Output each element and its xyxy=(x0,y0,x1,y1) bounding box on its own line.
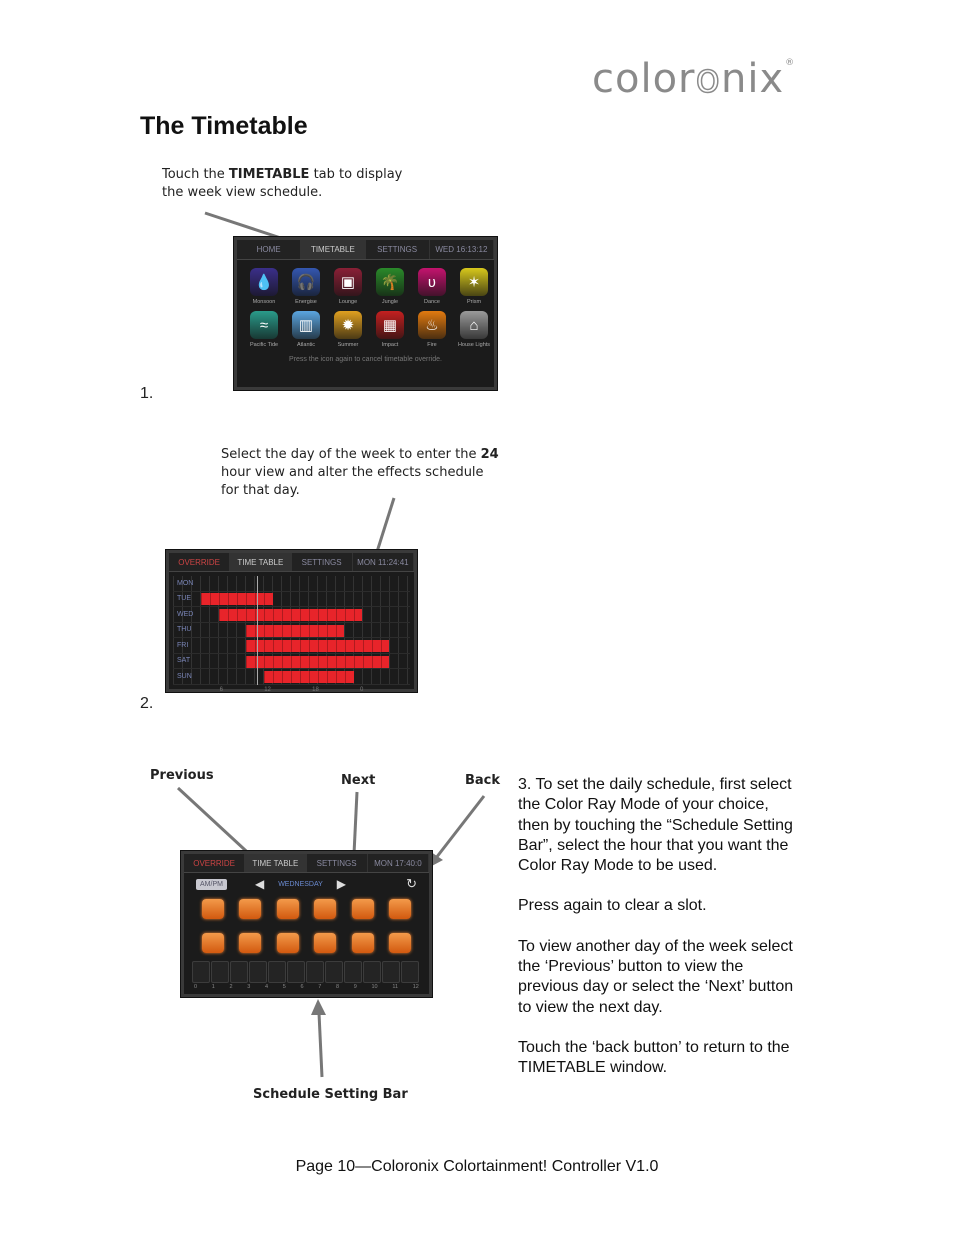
hour-label: 4 xyxy=(265,984,269,990)
day-row-wed[interactable]: WED xyxy=(173,607,410,623)
mode-item[interactable] xyxy=(411,268,453,305)
hour-slot[interactable] xyxy=(306,961,324,983)
mode-label: Jungle xyxy=(381,299,399,305)
tv-icon[interactable]: ▣ xyxy=(334,268,362,296)
mode-item[interactable] xyxy=(285,268,327,305)
axis-tick: 18 xyxy=(312,687,319,693)
mode-button[interactable] xyxy=(352,899,374,919)
hour-label: 3 xyxy=(247,984,251,990)
schedule-bar xyxy=(246,656,389,668)
schedule-bar xyxy=(246,640,389,652)
hour-label: 6 xyxy=(300,984,304,990)
flame-icon[interactable]: ♨ xyxy=(418,311,446,339)
page-footer: Page 10—Coloronix Colortainment! Controller V1.0 xyxy=(295,1158,659,1175)
override-note: Press the icon again to cancel timetable override. xyxy=(289,356,442,363)
drops-icon[interactable]: 💧 xyxy=(250,268,278,296)
hour-label: 7 xyxy=(318,984,322,990)
hour-slot[interactable] xyxy=(401,961,419,983)
step1-number: 1. xyxy=(140,385,154,402)
mode-button[interactable] xyxy=(389,899,411,919)
current-time-marker xyxy=(257,576,258,685)
step2-screenshot xyxy=(166,550,417,692)
tab-override[interactable]: OVERRIDE xyxy=(169,553,230,571)
mode-item[interactable] xyxy=(453,311,495,348)
back-icon[interactable]: ↻ xyxy=(406,876,417,891)
hour-label: 12 xyxy=(412,984,419,990)
next-day-button[interactable]: ▶ xyxy=(336,877,347,891)
mode-button[interactable] xyxy=(202,933,224,953)
label-next: Next xyxy=(341,773,376,788)
mode-item[interactable] xyxy=(411,311,453,348)
tab-settings[interactable]: SETTINGS xyxy=(307,854,368,872)
tab-override[interactable]: OVERRIDE xyxy=(184,854,245,872)
step2-number: 2. xyxy=(140,695,154,712)
tab-timetable[interactable]: TIMETABLE xyxy=(301,240,365,259)
ampm-toggle[interactable]: AM/PM xyxy=(196,879,227,890)
step2-tab-bar xyxy=(169,553,414,572)
tab-home[interactable]: HOME xyxy=(237,240,301,259)
palm-icon[interactable]: 🌴 xyxy=(376,268,404,296)
schedule-bar xyxy=(246,625,344,637)
axis-tick: 0 xyxy=(360,687,364,693)
wave-icon[interactable]: ≈ xyxy=(250,311,278,339)
hour-label: 9 xyxy=(353,984,357,990)
step1-caption: Touch the TIMETABLE tab to display the week view schedule. xyxy=(162,167,403,200)
axis-tick: 6 xyxy=(219,687,223,693)
brand-logo: coloronix® xyxy=(592,56,796,102)
schedule-bar xyxy=(264,671,354,683)
hour-slot[interactable] xyxy=(211,961,229,983)
hour-slot[interactable] xyxy=(249,961,267,983)
tab-settings[interactable]: SETTINGS xyxy=(366,240,430,259)
note-icon[interactable]: ʋ xyxy=(418,268,446,296)
step1-tab-bar xyxy=(237,240,494,260)
mode-label: Pacific Tide xyxy=(249,342,279,348)
schedule-bar xyxy=(219,609,362,621)
hour-slot[interactable] xyxy=(230,961,248,983)
tab-timetable[interactable]: TIME TABLE xyxy=(245,854,306,872)
instruction-paragraph: 3. To set the daily schedule, first select the Color Ray Mode of your choice, then by touching the “Schedule Setting Bar”, select the hour that you want the Color Ray Mode to be used. xyxy=(518,776,793,875)
axis-tick: 12 xyxy=(264,687,271,693)
label-previous: Previous xyxy=(150,768,214,783)
mode-label: Prism xyxy=(466,299,482,305)
instruction-paragraph: Touch the ‘back button’ to return to the TIMETABLE window. xyxy=(518,1038,790,1077)
mode-button[interactable] xyxy=(202,899,224,919)
mode-button[interactable] xyxy=(314,933,336,953)
week-schedule-grid xyxy=(173,576,410,685)
day-row-tue[interactable]: TUE xyxy=(173,592,410,608)
label-back: Back xyxy=(465,773,501,788)
mode-item[interactable] xyxy=(369,311,411,348)
day-nav xyxy=(184,873,429,895)
mode-button[interactable] xyxy=(277,899,299,919)
sun-icon[interactable]: ✹ xyxy=(334,311,362,339)
hour-slot[interactable] xyxy=(344,961,362,983)
bars-icon[interactable]: ▥ xyxy=(292,311,320,339)
mode-button[interactable] xyxy=(352,933,374,953)
mode-item[interactable] xyxy=(285,311,327,348)
mode-button-grid xyxy=(184,895,429,957)
hour-slot[interactable] xyxy=(192,961,210,983)
mode-button[interactable] xyxy=(314,899,336,919)
hour-label: 5 xyxy=(282,984,286,990)
mode-label: Dance xyxy=(424,299,440,305)
hour-label: 8 xyxy=(336,984,340,990)
hour-slot[interactable] xyxy=(287,961,305,983)
day-row-thu[interactable]: THU xyxy=(173,623,410,639)
mode-item[interactable] xyxy=(327,268,369,305)
day-row-mon[interactable]: MON xyxy=(173,576,410,592)
mode-button[interactable] xyxy=(239,899,261,919)
mode-label: Summer xyxy=(337,342,359,348)
clock-readout: MON 17:40:0 xyxy=(368,854,429,872)
tab-settings[interactable]: SETTINGS xyxy=(292,553,353,571)
step1-screenshot xyxy=(234,237,497,390)
mode-label: Impact xyxy=(381,342,399,348)
step3-bar-arrow xyxy=(305,997,335,1083)
hour-label: 11 xyxy=(392,984,399,990)
hour-label: 10 xyxy=(371,984,378,990)
mode-item[interactable] xyxy=(243,311,285,348)
previous-day-button[interactable]: ◀ xyxy=(254,877,265,891)
mode-label: Lounge xyxy=(338,299,358,305)
mode-item[interactable] xyxy=(327,311,369,348)
star-icon[interactable]: ✶ xyxy=(460,268,488,296)
clock-readout: WED 16:13:12 xyxy=(430,240,494,259)
mode-icon-grid xyxy=(237,260,494,350)
day-row-sat[interactable]: SAT xyxy=(173,654,410,670)
label-schedule-bar: Schedule Setting Bar xyxy=(253,1087,408,1102)
hour-axis xyxy=(169,687,414,693)
step3-screenshot xyxy=(181,851,432,997)
mode-button[interactable] xyxy=(389,933,411,953)
hour-slot[interactable] xyxy=(268,961,286,983)
mode-label: House Lights xyxy=(457,342,491,348)
schedule-setting-bar[interactable] xyxy=(184,957,429,983)
hour-slot[interactable] xyxy=(382,961,400,983)
page-title: The Timetable xyxy=(140,112,308,140)
mode-label: Atlantic xyxy=(296,342,316,348)
hour-label: 2 xyxy=(229,984,233,990)
hour-label: 1 xyxy=(211,984,215,990)
step3-instructions xyxy=(518,775,803,1099)
mode-item[interactable] xyxy=(369,268,411,305)
instruction-paragraph: To view another day of the week select the ‘Previous’ button to view the previous day or select the ‘Next’ button to view the next day. xyxy=(518,937,794,1016)
film-icon[interactable]: ▦ xyxy=(376,311,404,339)
mode-label: Monsoon xyxy=(252,299,276,305)
hour-labels xyxy=(184,983,429,991)
day-row-sun[interactable]: SUN xyxy=(173,669,410,685)
mode-item[interactable] xyxy=(243,268,285,305)
mode-label: Energise xyxy=(295,299,317,305)
step2-caption: Select the day of the week to enter the 24 hour view and alter the effects schedule for that day. xyxy=(221,447,499,498)
mode-button[interactable] xyxy=(239,933,261,953)
mode-item[interactable] xyxy=(453,268,495,305)
clock-readout: MON 11:24:41 xyxy=(353,553,414,571)
headphones-icon[interactable]: 🎧 xyxy=(292,268,320,296)
mode-button[interactable] xyxy=(277,933,299,953)
day-row-fri[interactable]: FRI xyxy=(173,638,410,654)
schedule-bar xyxy=(201,593,273,605)
hour-slot[interactable] xyxy=(363,961,381,983)
tab-timetable[interactable]: TIME TABLE xyxy=(230,553,291,571)
hour-slot[interactable] xyxy=(325,961,343,983)
instruction-paragraph: Press again to clear a slot. xyxy=(518,897,707,915)
hour-label: 0 xyxy=(194,984,198,990)
mode-label: Fire xyxy=(427,342,437,348)
step3-tab-bar xyxy=(184,854,429,873)
house-icon[interactable]: ⌂ xyxy=(460,311,488,339)
selected-day: WEDNESDAY xyxy=(278,880,323,888)
